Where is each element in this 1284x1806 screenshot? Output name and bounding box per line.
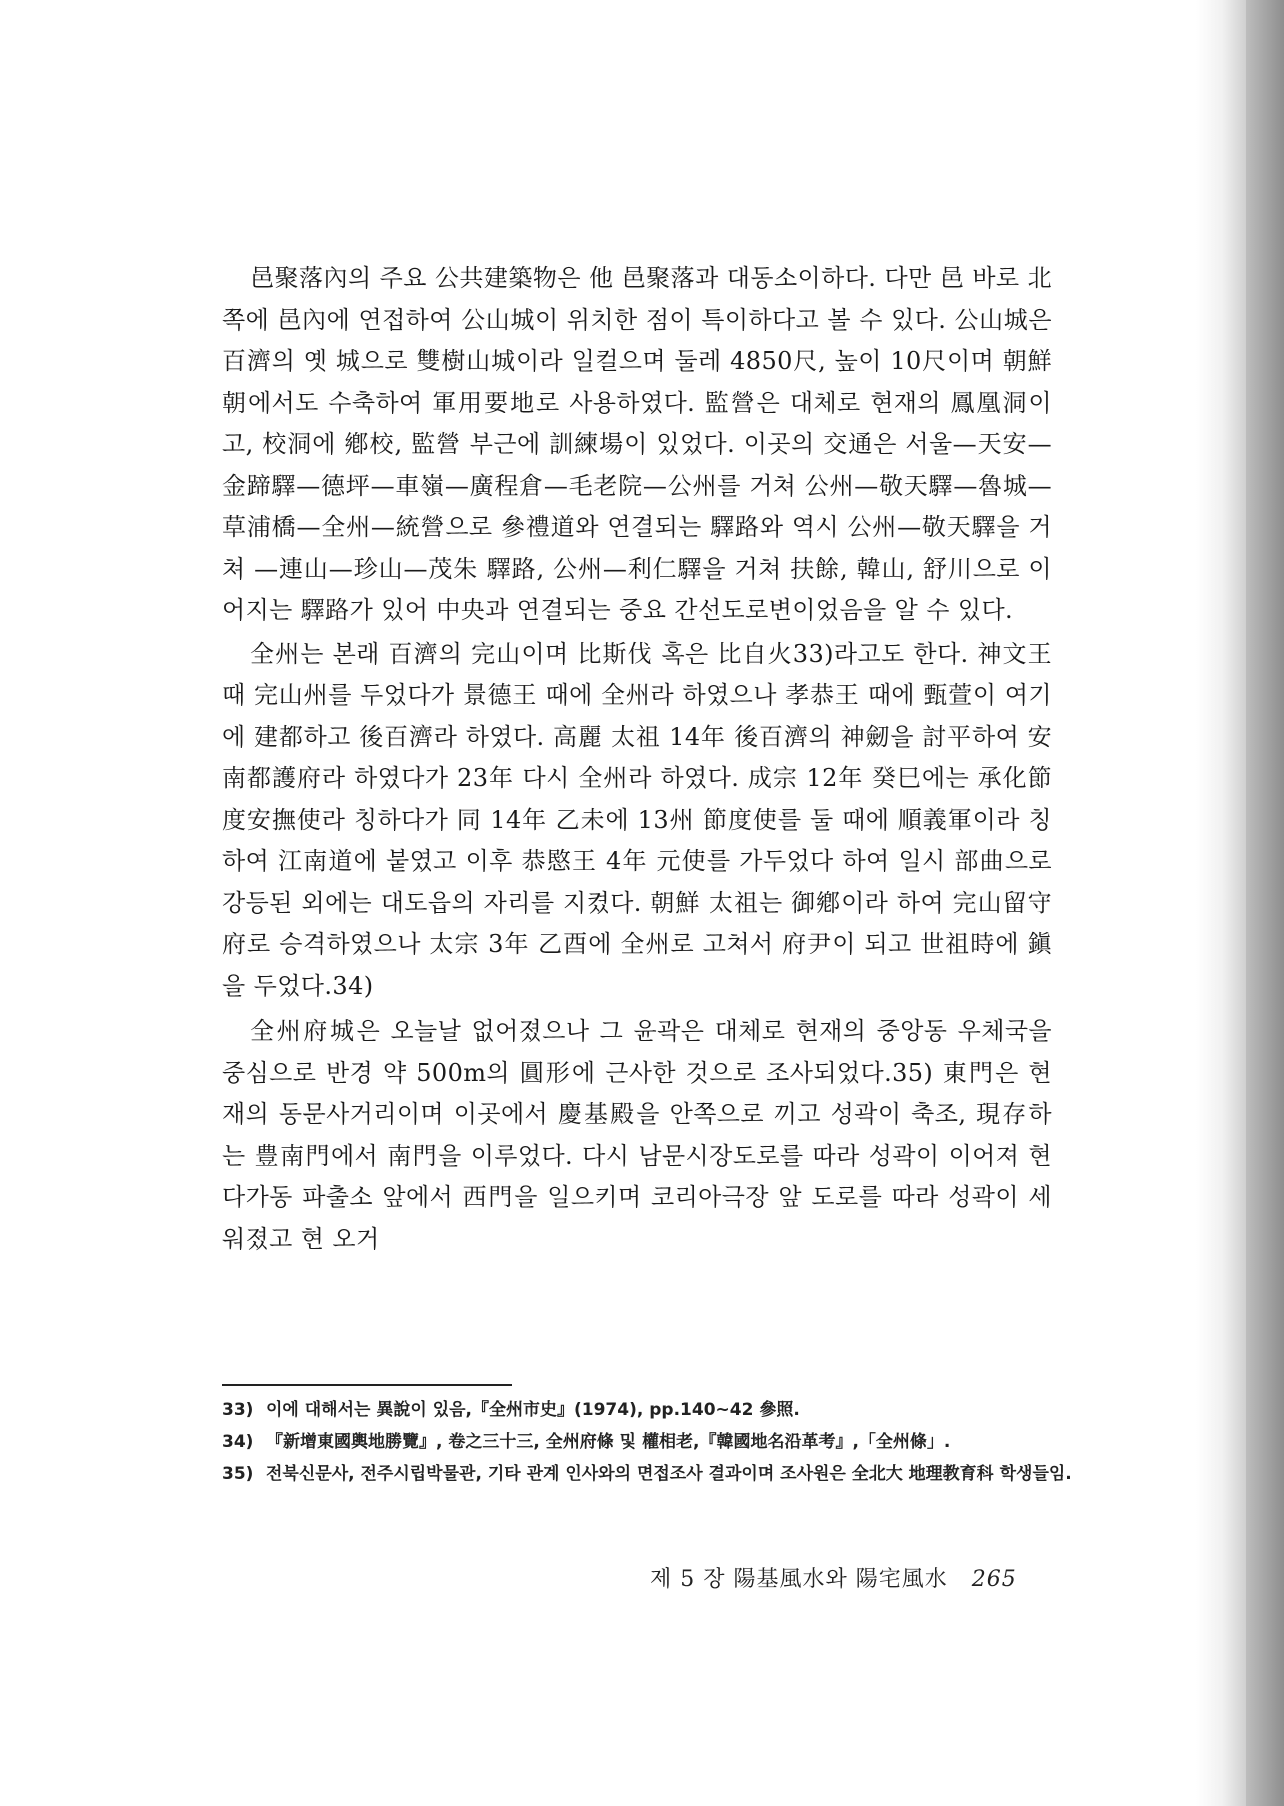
footnote (222, 1428, 1072, 1457)
paragraph: 全州府城은 오늘날 없어졌으나 그 윤곽은 대체로 현재의 중앙동 우체국을 중심으로 반경 약 500m의 圓形에 근사한 것으로 조사되었다.35) 東門은 현재의 동문사거리이며 이곳에서 慶基殿을 안쪽으로 끼고 성곽이 축조, 現存하는 豊南門에서 南門을 이루었다. 다시 남문시장도로를 따라 성곽이 이어져 현 다가동 파출소 앞에서 西門을 일으키며 코리아극장 앞 도로를 따라 성곽이 세워졌고 현 오거 (222, 1017, 1052, 1253)
running-footer (650, 1562, 1070, 1593)
footnote-divider (222, 1384, 512, 1386)
footnote-number: 33) (222, 1400, 254, 1420)
body-text (222, 258, 1052, 1262)
page-number: 265 (971, 1567, 1017, 1592)
paragraph: 全州는 본래 百濟의 完山이며 比斯伐 혹은 比自火33)라고도 한다. 神文王 때 完山州를 두었다가 景德王 때에 全州라 하였으나 孝恭王 때에 甄萱이 여기에 建都하고 後百濟라 하였다. 高麗 太祖 14年 後百濟의 神劒을 討平하여 安南都護府라 하였다가 23年 다시 全州라 하였다. 成宗 12年 癸巳에는 承化節度安撫使라 칭하다가 同 14年 乙未에 13州 節度使를 둘 때에 順義軍이라 칭하여 江南道에 붙였고 이후 恭愍王 4年 元使를 가두었다 하여 일시 部曲으로 강등된 외에는 대도읍의 자리를 지켰다. 朝鮮 太祖는 御鄕이라 하여 完山留守府로 승격하였으나 太宗 3年 乙酉에 全州로 고쳐서 府尹이 되고 世祖時에 鎭을 두었다.34) (222, 639, 1052, 1000)
footnote-text: 『新增東國輿地勝覽』, 卷之三十三, 全州府條 및 權相老,『韓國地名沿革考』,「全州條」. (266, 1432, 951, 1452)
paragraph: 邑聚落內의 주요 公共建築物은 他 邑聚落과 대동소이하다. 다만 邑 바로 北쪽에 邑內에 연접하여 公山城이 위치한 점이 특이하다고 볼 수 있다. 公山城은 百濟의 옛 城으로 雙樹山城이라 일컬으며 둘레 4850尺, 높이 10尺이며 朝鮮朝에서도 수축하여 軍用要地로 사용하였다. 監營은 대체로 현재의 鳳凰洞이고, 校洞에 鄕校, 監營 부근에 訓練場이 있었다. 이곳의 交通은 서울—天安—金蹄驛—德坪—車嶺—廣程倉—毛老院—公州를 거쳐 公州—敬天驛—魯城—草浦橋—全州—統營으로 參禮道와 연결되는 驛路와 역시 公州—敬天驛을 거쳐 —連山—珍山—茂朱 驛路, 公州—利仁驛을 거쳐 扶餘, 韓山, 舒川으로 이어지는 驛路가 있어 中央과 연결되는 중요 간선도로변이었음을 알 수 있다. (222, 264, 1052, 624)
footnote (222, 1396, 1072, 1425)
footnote-number: 34) (222, 1432, 254, 1452)
footnote-text: 이에 대해서는 異說이 있음,『全州市史』(1974), pp.140~42 參照. (266, 1400, 800, 1420)
chapter-title: 제 5 장 陽基風水와 陽宅風水 (650, 1567, 948, 1592)
footnote (222, 1460, 1072, 1489)
footnote-number: 35) (222, 1464, 254, 1484)
page-stack-edge (1196, 0, 1284, 1806)
footnotes (222, 1396, 1072, 1492)
footnote-text: 전북신문사, 전주시립박물관, 기타 관계 인사와의 면접조사 결과이며 조사원은 全北大 地理教育科 학생들임. (266, 1464, 1072, 1484)
